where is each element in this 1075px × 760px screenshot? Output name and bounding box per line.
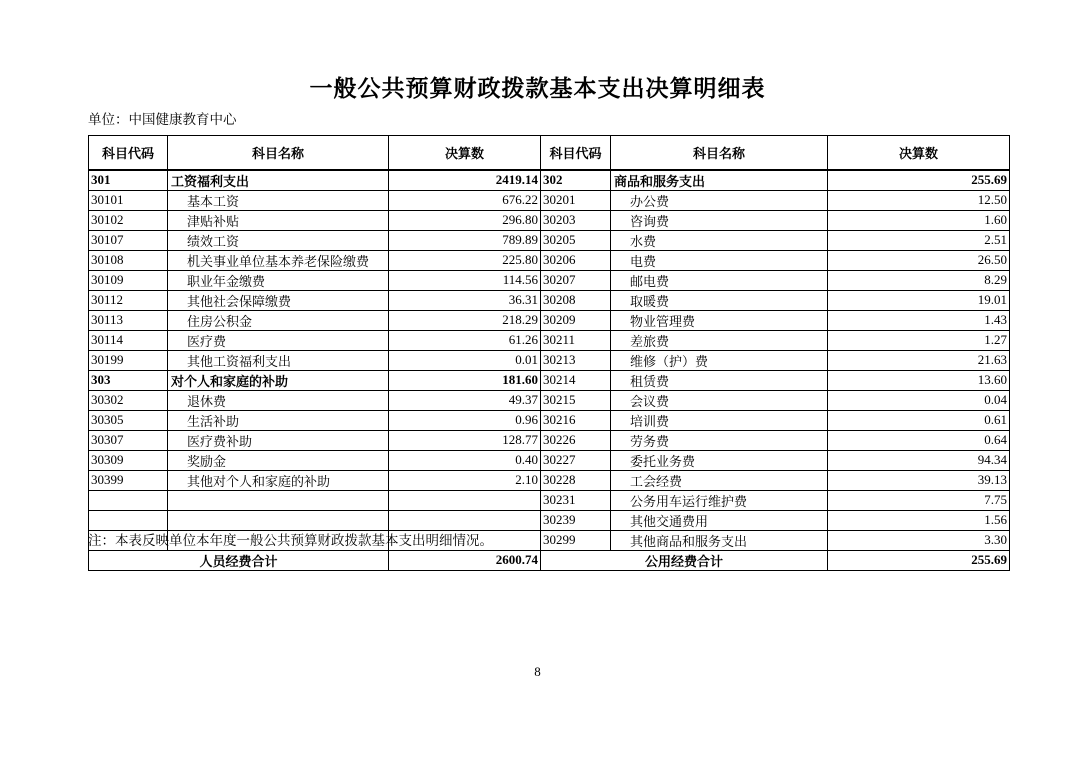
cell-code: 30112 <box>89 290 168 310</box>
cell-num: 2.51 <box>828 230 1010 250</box>
page-title: 一般公共预算财政拨款基本支出决算明细表 <box>309 76 766 101</box>
cell-name: 住房公积金 <box>168 310 389 330</box>
cell-num: 255.69 <box>828 170 1010 191</box>
cell-code: 30201 <box>541 190 611 210</box>
header-subject-name-left: 科目名称 <box>168 136 389 170</box>
cell-num: 19.01 <box>828 290 1010 310</box>
cell-name: 其他商品和服务支出 <box>611 530 828 550</box>
cell-name: 奖励金 <box>168 450 389 470</box>
cell-code: 30203 <box>541 210 611 230</box>
cell-name: 工资福利支出 <box>168 170 389 191</box>
cell-name: 公务用车运行维护费 <box>611 490 828 510</box>
cell-code: 30227 <box>541 450 611 470</box>
cell-name <box>168 510 389 530</box>
cell-name: 物业管理费 <box>611 310 828 330</box>
cell-num: 128.77 <box>389 430 541 450</box>
cell-name: 医疗费补助 <box>168 430 389 450</box>
cell-num: 94.34 <box>828 450 1010 470</box>
cell-code: 30307 <box>89 430 168 450</box>
cell-name: 对个人和家庭的补助 <box>168 370 389 390</box>
table-row <box>89 170 1010 191</box>
public-total-label: 公用经费合计 <box>541 550 828 570</box>
cell-code: 30213 <box>541 350 611 370</box>
cell-num: 3.30 <box>828 530 1010 550</box>
cell-code: 30208 <box>541 290 611 310</box>
cell-code: 30399 <box>89 470 168 490</box>
cell-code: 30231 <box>541 490 611 510</box>
cell-num: 13.60 <box>828 370 1010 390</box>
cell-name <box>168 490 389 510</box>
cell-num: 0.96 <box>389 410 541 430</box>
cell-name: 劳务费 <box>611 430 828 450</box>
cell-code: 30109 <box>89 270 168 290</box>
cell-code: 30228 <box>541 470 611 490</box>
cell-code: 30302 <box>89 390 168 410</box>
cell-name: 会议费 <box>611 390 828 410</box>
cell-code: 30309 <box>89 450 168 470</box>
table-row <box>89 450 1010 470</box>
cell-code: 30214 <box>541 370 611 390</box>
cell-num: 0.40 <box>389 450 541 470</box>
table-row <box>89 350 1010 370</box>
cell-name: 维修（护）费 <box>611 350 828 370</box>
cell-name: 取暖费 <box>611 290 828 310</box>
cell-num: 114.56 <box>389 270 541 290</box>
table-row <box>89 230 1010 250</box>
cell-code: 30216 <box>541 410 611 430</box>
cell-code: 30226 <box>541 430 611 450</box>
cell-code: 302 <box>541 170 611 191</box>
header-final-amount-left: 决算数 <box>389 136 541 170</box>
cell-name: 工会经费 <box>611 470 828 490</box>
table-row <box>89 490 1010 510</box>
cell-name: 商品和服务支出 <box>611 170 828 191</box>
table-row <box>89 250 1010 270</box>
header-final-amount-right: 决算数 <box>828 136 1010 170</box>
cell-num: 676.22 <box>389 190 541 210</box>
expenditure-detail-table <box>88 135 1010 571</box>
cell-code: 30215 <box>541 390 611 410</box>
cell-code <box>89 490 168 510</box>
cell-num: 39.13 <box>828 470 1010 490</box>
header-subject-code-right: 科目代码 <box>541 136 611 170</box>
cell-num: 0.64 <box>828 430 1010 450</box>
cell-code: 30107 <box>89 230 168 250</box>
cell-name: 职业年金缴费 <box>168 270 389 290</box>
header-subject-code-left: 科目代码 <box>89 136 168 170</box>
table-body <box>89 170 1010 551</box>
cell-code: 303 <box>89 370 168 390</box>
cell-code: 30108 <box>89 250 168 270</box>
table-row <box>89 330 1010 350</box>
cell-code: 30113 <box>89 310 168 330</box>
header-subject-name-right: 科目名称 <box>611 136 828 170</box>
cell-num: 8.29 <box>828 270 1010 290</box>
personnel-total-value: 2600.74 <box>389 550 541 570</box>
cell-name: 咨询费 <box>611 210 828 230</box>
cell-num: 61.26 <box>389 330 541 350</box>
cell-num: 1.43 <box>828 310 1010 330</box>
cell-name: 基本工资 <box>168 190 389 210</box>
cell-code: 30211 <box>541 330 611 350</box>
table-row <box>89 190 1010 210</box>
table-row <box>89 410 1010 430</box>
cell-num: 21.63 <box>828 350 1010 370</box>
cell-code: 30199 <box>89 350 168 370</box>
cell-code: 301 <box>89 170 168 191</box>
cell-code: 30239 <box>541 510 611 530</box>
table-row <box>89 290 1010 310</box>
cell-name: 其他社会保障缴费 <box>168 290 389 310</box>
cell-num: 0.01 <box>389 350 541 370</box>
cell-code: 30305 <box>89 410 168 430</box>
cell-code: 30206 <box>541 250 611 270</box>
cell-name: 邮电费 <box>611 270 828 290</box>
table-row <box>89 510 1010 530</box>
table-row <box>89 310 1010 330</box>
cell-num: 1.60 <box>828 210 1010 230</box>
header-row <box>89 136 1010 170</box>
cell-num: 49.37 <box>389 390 541 410</box>
cell-num: 12.50 <box>828 190 1010 210</box>
cell-code: 30299 <box>541 530 611 550</box>
public-total-value: 255.69 <box>828 550 1010 570</box>
cell-code: 30102 <box>89 210 168 230</box>
cell-num: 1.27 <box>828 330 1010 350</box>
cell-name: 水费 <box>611 230 828 250</box>
cell-num: 2.10 <box>389 470 541 490</box>
table-header <box>89 136 1010 170</box>
table-row <box>89 370 1010 390</box>
unit-label: 单位：中国健康教育中心 <box>88 112 237 127</box>
cell-num: 2419.14 <box>389 170 541 191</box>
cell-num: 36.31 <box>389 290 541 310</box>
cell-code: 30209 <box>541 310 611 330</box>
cell-name: 培训费 <box>611 410 828 430</box>
cell-name: 差旅费 <box>611 330 828 350</box>
cell-code: 30207 <box>541 270 611 290</box>
page-number: 8 <box>534 664 541 679</box>
cell-name: 租赁费 <box>611 370 828 390</box>
cell-num: 0.04 <box>828 390 1010 410</box>
cell-num: 296.80 <box>389 210 541 230</box>
cell-name: 生活补助 <box>168 410 389 430</box>
table-row <box>89 470 1010 490</box>
cell-num: 225.80 <box>389 250 541 270</box>
cell-num: 218.29 <box>389 310 541 330</box>
cell-name: 绩效工资 <box>168 230 389 250</box>
cell-num <box>389 510 541 530</box>
cell-num: 0.61 <box>828 410 1010 430</box>
cell-num: 181.60 <box>389 370 541 390</box>
cell-num: 789.89 <box>389 230 541 250</box>
cell-code: 30114 <box>89 330 168 350</box>
cell-code: 30101 <box>89 190 168 210</box>
table-row <box>89 390 1010 410</box>
cell-code <box>89 510 168 530</box>
cell-name: 其他交通费用 <box>611 510 828 530</box>
cell-name: 办公费 <box>611 190 828 210</box>
table-row <box>89 270 1010 290</box>
cell-name: 津贴补贴 <box>168 210 389 230</box>
cell-num: 26.50 <box>828 250 1010 270</box>
table-row <box>89 430 1010 450</box>
cell-name: 电费 <box>611 250 828 270</box>
table-row <box>89 210 1010 230</box>
table-footer <box>89 550 1010 570</box>
cell-name: 机关事业单位基本养老保险缴费 <box>168 250 389 270</box>
cell-name: 其他对个人和家庭的补助 <box>168 470 389 490</box>
cell-name: 其他工资福利支出 <box>168 350 389 370</box>
table-note: 注：本表反映单位本年度一般公共预算财政拨款基本支出明细情况。 <box>88 533 493 548</box>
personnel-total-label: 人员经费合计 <box>89 550 389 570</box>
cell-num: 1.56 <box>828 510 1010 530</box>
totals-row <box>89 550 1010 570</box>
cell-name: 退休费 <box>168 390 389 410</box>
cell-name: 医疗费 <box>168 330 389 350</box>
cell-num <box>389 490 541 510</box>
cell-name: 委托业务费 <box>611 450 828 470</box>
cell-num: 7.75 <box>828 490 1010 510</box>
cell-code: 30205 <box>541 230 611 250</box>
